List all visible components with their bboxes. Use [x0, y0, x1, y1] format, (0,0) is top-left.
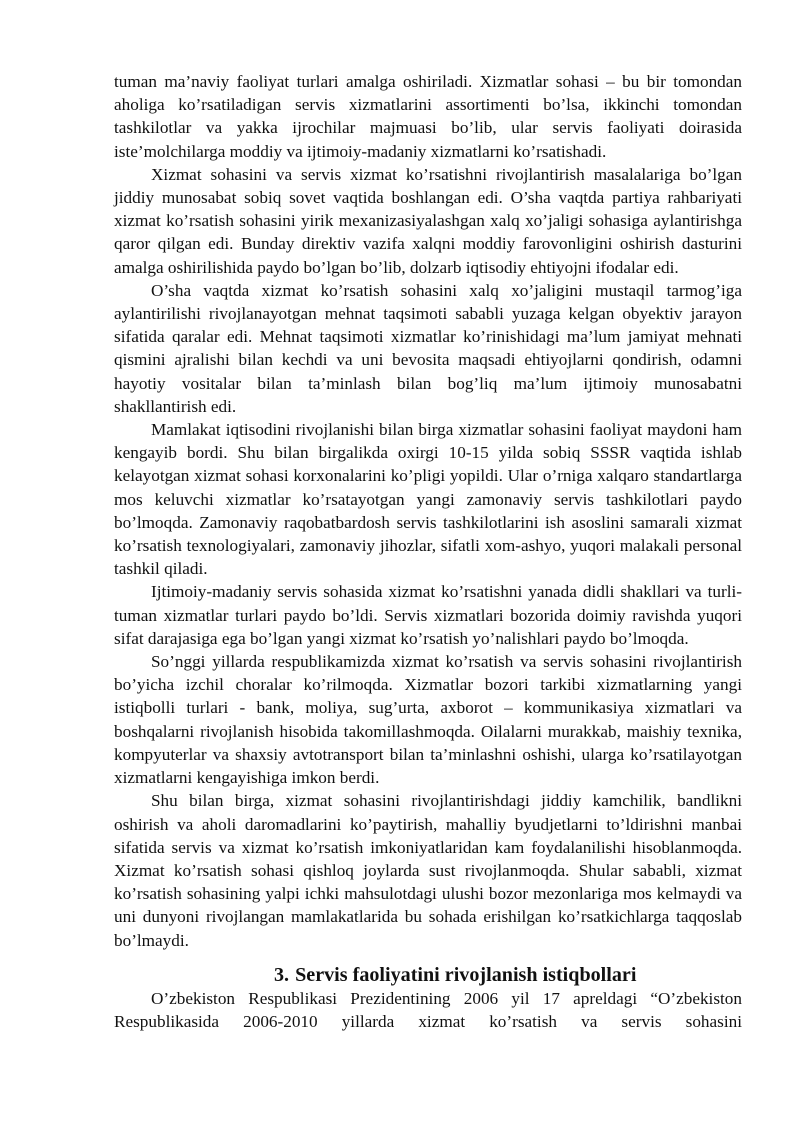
- paragraph-5: Ijtimoiy-madaniy servis sohasida xizmat ko’rsatishni yanada didli shakllari va turli-tuman xizmatlar turlari paydo bo’ldi. Servis xizmatlari bozorida doimiy ravishda yuqori sifat darajasiga ega bo’lgan yangi xizmat ko’rsatish yo’nalishlari paydo bo’lmoqda.: [114, 582, 742, 648]
- paragraph-2: Xizmat sohasini va servis xizmat ko’rsatishni rivojlantirish masalalariga bo’lgan jiddiy munosabat sobiq sovet vaqtida boshlangan edi. O’sha vaqtda partiya rahbariyati xizmat ko’rsatish sohasini yirik mexanizasiyalashgan xalq xo’jaligi sohasiga aylantirishga qaror qilgan edi. Bunday direktiv vazifa xalqni moddiy farovonligini oshirish dasturini amalga oshirilishida paydo bo’lgan bo’lib, dolzarb iqtisodiy ehtiyojni ifodalar edi.: [114, 164, 742, 277]
- document-page: [114, 70, 742, 1033]
- paragraph-7: Shu bilan birga, xizmat sohasini rivojlantirishdagi jiddiy kamchilik, bandlikni oshirish va aholi daromadlarini ko’paytirish, mahalliy byudjetlarni to’ldirishni manbai sifatida servis va xizmat ko’rsatish imkoniyatlaridan kam foydalanilishi hisoblanmoqda. Xizmat ko’rsatish sohasi qishloq joylarda sust rivojlanmoqda. Shular sababli, xizmat ko’rsatish sohasining yalpi ichki mahsulotdagi ulushi bozor mezonlariga mos kelmaydi va uni dunyoni rivojlangan mamlakatlarida bu sohada erishilgan ko’rsatkichlarga taqqoslab bo’lmaydi.: [114, 791, 742, 950]
- section-number: 3.: [274, 963, 290, 986]
- paragraph-3: O’sha vaqtda xizmat ko’rsatish sohasini xalq xo’jaligini mustaqil tarmog’iga aylantirilishi rivojlanayotgan mehnat taqsimoti sababli yuzaga kelgan obyektiv jarayon sifatida qaralar edi. Mehnat taqsimoti xizmatlar ko’rinishidagi ma’lum jamiyat mehnati qismini ajralishi bilan kechdi va uni bevosita maqsadi ehtiyojlarni qondirish, odamni hayotiy vositalar bilan ta’minlash bilan bog’liq ma’lum ijtimoiy munosabatni shakllantirish edi.: [114, 280, 742, 416]
- paragraph-8: O’zbekiston Respublikasi Prezidentining 2006 yil 17 apreldagi “O’zbekiston Respublikasida 2006-2010 yillarda xizmat ko’rsatish va servis sohasini: [114, 988, 742, 1032]
- paragraph-4: Mamlakat iqtisodini rivojlanishi bilan birga xizmatlar sohasini faoliyat maydoni ham kengayib bordi. Shu bilan birgalikda oxirgi 10-15 yilda sobiq SSSR vaqtida ishlab kelayotgan xizmat sohasi korxonalarini ko’pligi yopildi. Ular o’rniga xalqaro standartlarga mos keluvchi xizmatlar ko’rsatayotgan yangi zamonaviy servis tashkilotlari paydo bo’lmoqda. Zamonaviy raqobatbardosh servis tashkilotlarini ish asoslini samarali xizmat ko’rsatish texnologiyalari, zamonaviy jihozlar, sifatli xom-ashyo, yuqori malakali personal tashkil qiladi.: [114, 420, 742, 579]
- paragraph-1: tuman ma’naviy faoliyat turlari amalga oshiriladi. Xizmatlar sohasi – bu bir tomondan aholiga ko’rsatiladigan servis xizmatlarini assortimenti bo’lsa, ikkinchi tomondan tashkilotlar va yakka ijrochilar majmuasi bo’lib, ular servis faoliyati doirasida iste’molchilarga moddiy va ijtimoiy-madaniy xizmatlarni ko’rsatishadi.: [114, 72, 742, 161]
- paragraph-6: So’nggi yillarda respublikamizda xizmat ko’rsatish va servis sohasini rivojlantirish bo’yicha izchil choralar ko’rilmoqda. Xizmatlar bozori tarkibi xizmatlarning yangi istiqbolli turlari - bank, moliya, sug’urta, axborot – kommunikasiya xizmatlari va boshqalarni rivojlanish hisobida takomillashmoqda. Oilalarni murakkab, maishiy texnika, kompyuterlar va shaxsiy avtotransport bilan ta’minlashni oshishi, ularga ko’rsatilayotgan xizmatlarni kengayishiga imkon berdi.: [114, 652, 742, 788]
- section-title: Servis faoliyatini rivojlanish istiqbollari: [295, 963, 637, 986]
- section-heading: [114, 964, 742, 987]
